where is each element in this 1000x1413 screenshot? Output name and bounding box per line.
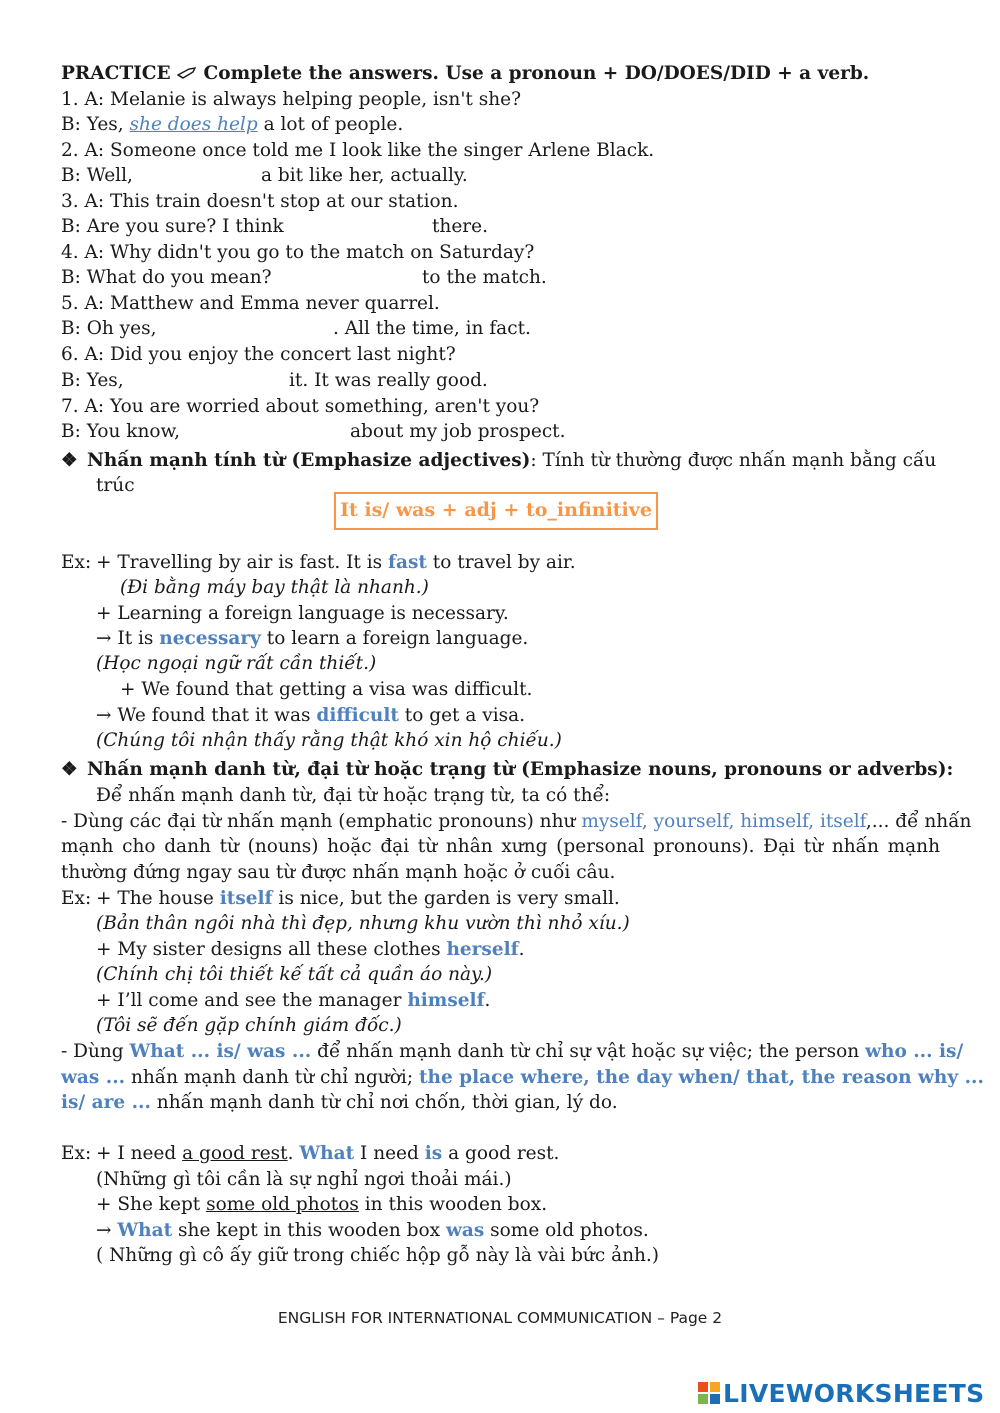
what-ex-label: Ex: xyxy=(61,1143,92,1164)
item-2-answer-start: B: Well, xyxy=(61,165,133,186)
item-6-answer-end: it. It was really good. xyxy=(289,370,488,391)
item-4-answer-end: to the match. xyxy=(422,267,547,288)
adj-example-3-vi: (Chúng tôi nhận thấy rằng thật khó xin hộ chiếu.) xyxy=(96,730,562,751)
answer-blank-6[interactable] xyxy=(126,367,284,391)
nouns-p1-line2: mạnh cho danh từ (nouns) hoặc đại từ nhân xưng (personal pronouns). Đại từ nhấn mạnh xyxy=(61,836,940,857)
adj-example-2: + Learning a foreign language is necessary. xyxy=(96,603,509,624)
nouns-p1-line3: thường đứng ngay sau từ được nhấn mạnh hoặc ở cuối câu. xyxy=(61,862,616,883)
adj-example-1-vi: (Đi bằng máy bay thật là nhanh.) xyxy=(120,577,429,598)
nouns-example-3: + I’ll come and see the manager himself. xyxy=(96,990,491,1011)
adjectives-heading-cont: trúc xyxy=(96,475,135,496)
adjectives-heading: ❖ Nhấn mạnh tính từ (Emphasize adjectives): Tính từ thường được nhấn mạnh bằng cấu xyxy=(61,450,937,471)
item-5-answer-start: B: Oh yes, xyxy=(61,318,157,339)
formula-box: It is/ was + adj + to_infinitive xyxy=(334,492,658,530)
answer-blank-2[interactable] xyxy=(136,162,256,186)
nouns-p2-line1: - Dùng What ... is/ was ... để nhấn mạnh danh từ chỉ sự vật hoặc sự việc; the person who ... is/ xyxy=(61,1041,964,1062)
adj-example-3-result: → We found that it was difficult to get a visa. xyxy=(96,705,526,726)
adj-example-2-vi: (Học ngoại ngữ rất cần thiết.) xyxy=(96,653,377,674)
nouns-example-1-vi: (Bản thân ngôi nhà thì đẹp, nhưng khu vườn thì nhỏ xíu.) xyxy=(96,913,630,934)
adj-example-3: + We found that getting a visa was difficult. xyxy=(120,679,533,700)
nouns-example-1: + The house itself is nice, but the garden is very small. xyxy=(96,888,620,909)
nouns-p2-line3: is/ are ... nhấn mạnh danh từ chỉ nơi chốn, thời gian, lý do. xyxy=(61,1092,618,1113)
item-5-question: 5. A: Matthew and Emma never quarrel. xyxy=(61,293,440,314)
item-4-question: 4. A: Why didn't you go to the match on Saturday? xyxy=(61,242,535,263)
item-3-question: 3. A: This train doesn't stop at our station. xyxy=(61,191,459,212)
item-2-answer-end: a bit like her, actually. xyxy=(261,165,468,186)
item-6-answer-start: B: Yes, xyxy=(61,370,124,391)
answer-blank-5[interactable] xyxy=(155,315,331,339)
diamond-bullet-icon: ❖ xyxy=(61,759,78,780)
page-footer: ENGLISH FOR INTERNATIONAL COMMUNICATION – Page 2 xyxy=(277,1309,723,1327)
item-1-answer: B: Yes, she does help a lot of people. xyxy=(61,114,404,135)
item-7-question: 7. A: You are worried about something, aren't you? xyxy=(61,396,540,417)
answer-blank-4[interactable] xyxy=(272,264,418,288)
logo-text: LIVEWORKSHEETS xyxy=(723,1378,985,1408)
item-7-answer-start: B: You know, xyxy=(61,421,181,442)
adj-example-2-result: → It is necessary to learn a foreign language. xyxy=(96,628,529,649)
item-3-answer-end: there. xyxy=(432,216,488,237)
answer-blank-7[interactable] xyxy=(186,418,344,442)
nouns-p2-line2: was ... nhấn mạnh danh từ chỉ người; the place where, the day when/ that, the reason why ... xyxy=(61,1067,984,1088)
item-7-answer-end: about my job prospect. xyxy=(350,421,566,442)
pen-hand-icon xyxy=(177,66,197,80)
what-example-1: + I need a good rest. What I need is a good rest. xyxy=(96,1143,560,1164)
practice-heading: PRACTICE Complete the answers. Use a pronoun + DO/DOES/DID + a verb. xyxy=(61,63,870,84)
answer-blank-1[interactable]: she does help xyxy=(129,114,258,135)
nouns-example-3-vi: (Tôi sẽ đến gặp chính giám đốc.) xyxy=(96,1015,402,1036)
adj-ex-label: Ex: xyxy=(61,552,92,573)
what-example-2-result: → What she kept in this wooden box was some old photos. xyxy=(96,1220,649,1241)
adj-example-1: + Travelling by air is fast. It is fast to travel by air. xyxy=(96,552,576,573)
item-1-question: 1. A: Melanie is always helping people, isn't she? xyxy=(61,89,522,110)
liveworksheets-logo[interactable] xyxy=(698,1378,984,1408)
what-example-2-vi: ( Những gì cô ấy giữ trong chiếc hộp gỗ này là vài bức ảnh.) xyxy=(96,1245,660,1266)
what-example-1-vi: (Những gì tôi cần là sự nghỉ ngơi thoải mái.) xyxy=(96,1169,512,1190)
item-2-question: 2. A: Someone once told me I look like the singer Arlene Black. xyxy=(61,140,655,161)
logo-squares-icon xyxy=(698,1382,720,1404)
item-6-question: 6. A: Did you enjoy the concert last night? xyxy=(61,344,456,365)
nouns-ex-label: Ex: xyxy=(61,888,92,909)
item-3-answer-start: B: Are you sure? I think xyxy=(61,216,284,237)
item-5-answer-end: . All the time, in fact. xyxy=(333,318,531,339)
item-4-answer-start: B: What do you mean? xyxy=(61,267,272,288)
what-example-2: + She kept some old photos in this wooden box. xyxy=(96,1194,548,1215)
nouns-heading: ❖ Nhấn mạnh danh từ, đại từ hoặc trạng từ (Emphasize nouns, pronouns or adverbs): xyxy=(61,759,954,780)
answer-blank-3[interactable] xyxy=(282,213,427,237)
nouns-intro: Để nhấn mạnh danh từ, đại từ hoặc trạng từ, ta có thể: xyxy=(96,785,611,806)
nouns-p1-line1: - Dùng các đại từ nhấn mạnh (emphatic pronouns) như myself, yourself, himself, itself,... để nhấn xyxy=(61,811,972,832)
nouns-example-2: + My sister designs all these clothes herself. xyxy=(96,939,525,960)
nouns-example-2-vi: (Chính chị tôi thiết kế tất cả quần áo này.) xyxy=(96,964,493,985)
diamond-bullet-icon: ❖ xyxy=(61,450,78,471)
